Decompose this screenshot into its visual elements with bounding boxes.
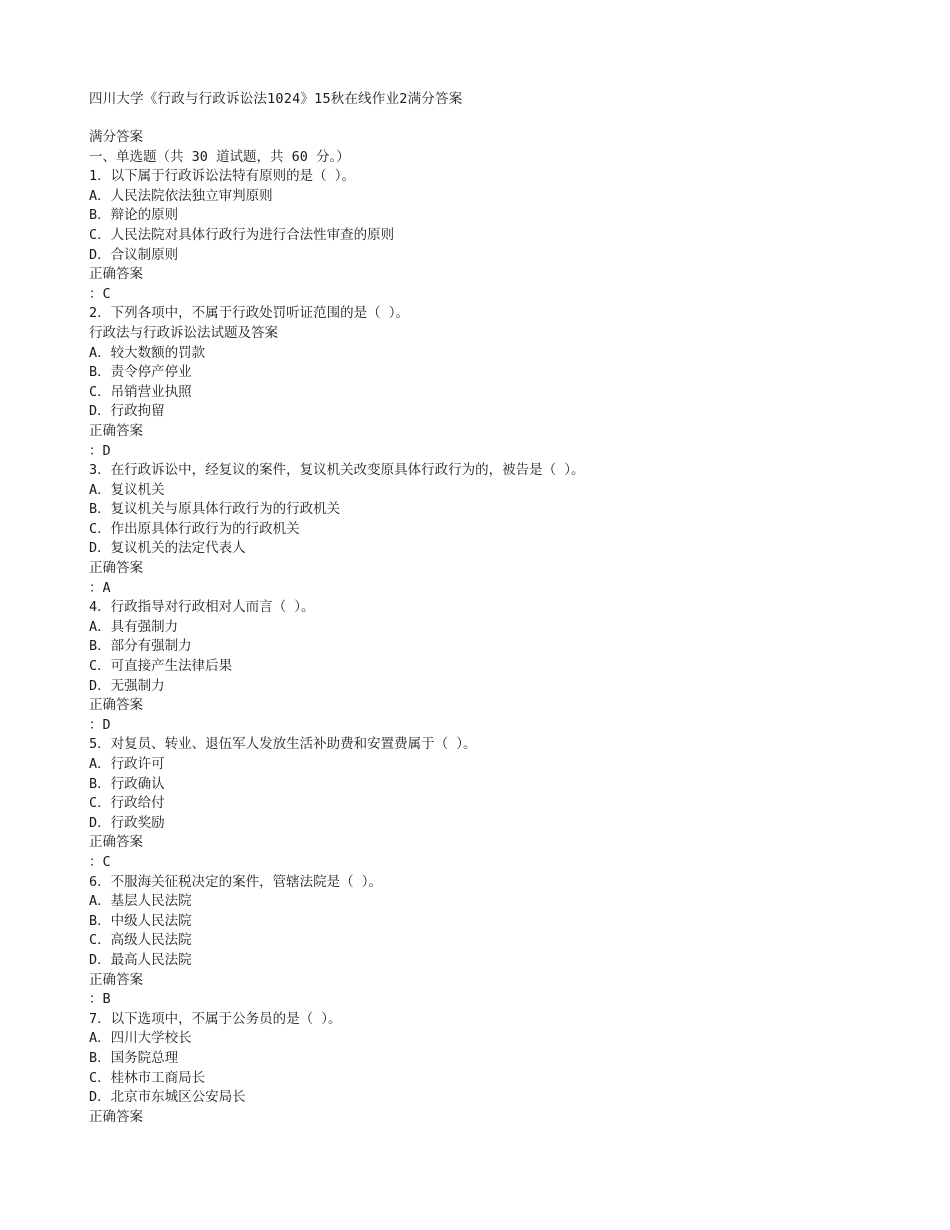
correct-answer-value: ：B	[89, 991, 111, 1008]
answer-option: B．复议机关与原具体行政行为的行政机关	[89, 501, 341, 518]
question-stem: 1．以下属于行政诉讼法特有原则的是（ ）。	[89, 168, 356, 185]
document-title: 四川大学《行政与行政诉讼法1024》15秋在线作业2满分答案	[89, 91, 463, 107]
correct-answer-label: 正确答案	[89, 422, 143, 439]
correct-answer-value: ：C	[89, 285, 111, 302]
answer-option: A．具有强制力	[89, 618, 179, 635]
correct-answer-value: ：D	[89, 716, 111, 733]
question-block	[89, 1010, 909, 1128]
answer-option: A．基层人民法院	[89, 893, 192, 910]
question-stem: 4．行政指导对行政相对人而言（ ）。	[89, 599, 315, 616]
answer-option: D．北京市东城区公安局长	[89, 1089, 246, 1106]
question-stem: 6．不服海关征税决定的案件，管辖法院是（ ）。	[89, 873, 383, 890]
question-stem: 5．对复员、转业、退伍军人发放生活补助费和安置费属于（ ）。	[89, 736, 477, 753]
question-block	[89, 735, 909, 872]
answer-option: C．行政给付	[89, 795, 165, 812]
correct-answer-value: ：A	[89, 579, 111, 596]
question-stem: 2．下列各项中，不属于行政处罚听证范围的是（ ）。	[89, 305, 410, 322]
answer-option: D．行政奖励	[89, 814, 165, 831]
correct-answer-label: 正确答案	[89, 971, 143, 988]
answer-option: A．人民法院依法独立审判原则	[89, 187, 273, 204]
answer-option: A．四川大学校长	[89, 1030, 192, 1047]
answer-option: D．行政拘留	[89, 403, 165, 420]
document-page	[89, 89, 909, 1127]
correct-answer-label: 正确答案	[89, 1108, 143, 1125]
answer-option: C．桂林市工商局长	[89, 1069, 206, 1086]
answer-option: D．合议制原则	[89, 246, 179, 263]
correct-answer-label: 正确答案	[89, 266, 143, 283]
document-subtitle: 满分答案	[89, 129, 143, 145]
answer-option: C．高级人民法院	[89, 932, 192, 949]
question-block	[89, 461, 909, 598]
answer-option: C．人民法院对具体行政行为进行合法性审查的原则	[89, 226, 395, 243]
answer-option: B．中级人民法院	[89, 912, 192, 929]
answer-option: B．国务院总理	[89, 1049, 179, 1066]
question-stem: 3．在行政诉讼中，经复议的案件，复议机关改变原具体行政行为的，被告是（ ）。	[89, 462, 585, 479]
question-block	[89, 598, 909, 735]
answer-option: A．行政许可	[89, 756, 165, 772]
section-heading: 一、单选题（共 30 道试题，共 60 分。）	[89, 148, 350, 165]
question-block	[89, 304, 909, 461]
answer-option: A．复议机关	[89, 481, 165, 498]
correct-answer-label: 正确答案	[89, 834, 143, 851]
question-list	[89, 167, 909, 1127]
question-block	[89, 873, 909, 1010]
answer-option: D．最高人民法院	[89, 951, 192, 968]
question-stem: 7．以下选项中，不属于公务员的是（ ）。	[89, 1010, 342, 1027]
question-block	[89, 167, 909, 304]
answer-option: D．复议机关的法定代表人	[89, 540, 246, 557]
answer-option: C．吊销营业执照	[89, 383, 192, 400]
question-note: 行政法与行政诉讼法试题及答案	[89, 324, 278, 341]
correct-answer-value: ：C	[89, 853, 111, 870]
correct-answer-label: 正确答案	[89, 560, 143, 577]
answer-option: D．无强制力	[89, 677, 165, 694]
answer-option: A．较大数额的罚款	[89, 344, 206, 361]
answer-option: B．辩论的原则	[89, 207, 179, 224]
answer-option: C．可直接产生法律后果	[89, 658, 233, 675]
answer-option: B．责令停产停业	[89, 364, 192, 381]
answer-option: B．行政确认	[89, 775, 165, 792]
correct-answer-label: 正确答案	[89, 697, 143, 714]
correct-answer-value: ：D	[89, 442, 111, 459]
answer-option: B．部分有强制力	[89, 638, 192, 655]
answer-option: C．作出原具体行政行为的行政机关	[89, 520, 300, 537]
